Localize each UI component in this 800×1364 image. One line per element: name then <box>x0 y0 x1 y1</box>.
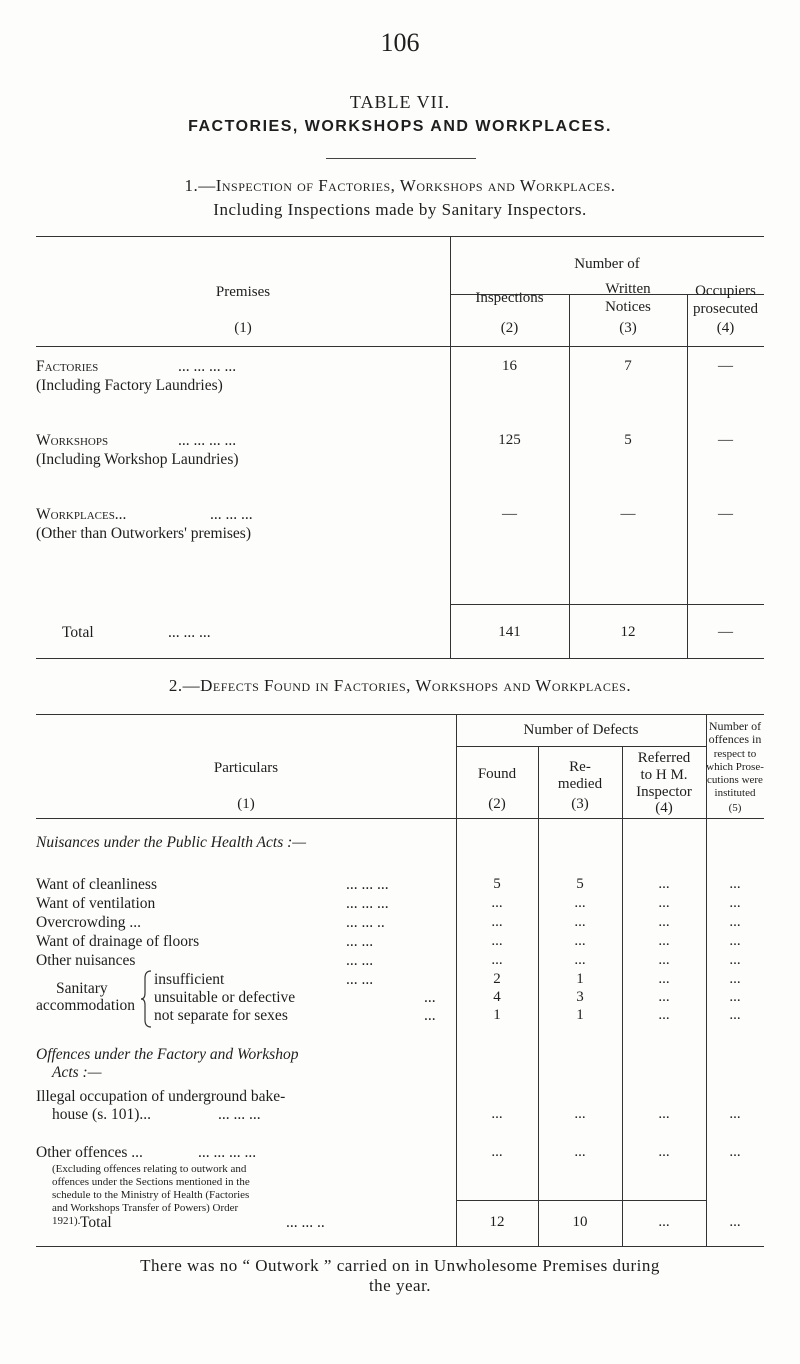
defect-found: ... <box>491 952 503 968</box>
illegal-remedied: ... <box>574 1106 586 1122</box>
defect-offences: ... <box>729 914 741 930</box>
row-factories-label: Factories <box>36 358 99 375</box>
table2-total-dots: ... ... .. <box>286 1214 325 1231</box>
illegal-occupation-label: Illegal occupation of underground bake- <box>36 1088 286 1105</box>
sanitary-remedied: 1 <box>576 971 584 987</box>
total-inspections: 141 <box>498 624 521 640</box>
premises-col-num: (1) <box>234 320 252 336</box>
table1-total-dots: ... ... ... <box>168 624 211 641</box>
table1-group-header: Number of <box>574 256 640 272</box>
occupiers-header-1: Occupiers <box>695 283 756 299</box>
factories-prosecuted: — <box>718 358 733 374</box>
occupiers-header-2: prosecuted <box>693 301 758 317</box>
offences-heading-cont: Acts :— <box>52 1064 102 1081</box>
defect-remedied: 5 <box>576 876 584 892</box>
offences-header-4: which Prose- <box>706 761 764 773</box>
table2-bottom-rule <box>36 1246 764 1247</box>
divider <box>326 158 476 159</box>
table2-top-rule <box>36 714 764 715</box>
referred-header-3: Inspector <box>636 784 692 800</box>
table2-header-rule <box>36 818 764 819</box>
row-factories-dots: ... ... ... ... <box>178 358 237 375</box>
sanitary-row-dots: ... <box>424 1007 436 1024</box>
defects-group-header: Number of Defects <box>523 722 639 738</box>
table2-total-label: Total <box>80 1214 112 1231</box>
referred-col-num: (4) <box>655 800 673 816</box>
defect-offences: ... <box>729 933 741 949</box>
table1-total-label: Total <box>62 624 94 641</box>
illegal-referred: ... <box>658 1106 670 1122</box>
page-number: 106 <box>380 28 420 57</box>
workshops-notices: 5 <box>624 432 632 448</box>
offences-header-1: Number of <box>708 719 762 733</box>
sanitary-label: Sanitary <box>56 980 108 997</box>
remedied-header-1: Re- <box>569 759 591 775</box>
sanitary-offences: ... <box>729 971 741 987</box>
remedied-col-num: (3) <box>571 796 589 812</box>
written-header-1: Written <box>605 281 651 297</box>
offences-header-6: instituted <box>714 787 756 799</box>
defect-remedied: ... <box>574 952 586 968</box>
defect-found: ... <box>491 933 503 949</box>
row-workshops-note: (Including Workshop Laundries) <box>36 451 239 468</box>
offences-header-5: cutions were <box>707 774 763 786</box>
particulars-header: Particulars <box>213 760 279 776</box>
found-header: Found <box>477 766 517 782</box>
sanitary-offences: ... <box>729 989 741 1005</box>
inspections-col-num: (2) <box>500 320 519 336</box>
sanitary-found: 4 <box>493 989 501 1005</box>
workplaces-inspections: — <box>502 506 517 522</box>
table2-total-rule <box>456 1200 706 1201</box>
defect-found: ... <box>491 914 503 930</box>
defect-remedied: ... <box>574 895 586 911</box>
sanitary-row-dots: ... ... <box>346 971 374 988</box>
workshops-prosecuted: — <box>718 432 733 448</box>
defect-row-dots: ... ... .. <box>346 914 385 931</box>
other-offences-label: Other offences ... <box>36 1144 143 1161</box>
row-workplaces-dots: ... ... ... <box>210 506 253 523</box>
defect-referred: ... <box>658 914 670 930</box>
other-offences-dots: ... ... ... ... <box>198 1144 257 1161</box>
table1-top-rule <box>36 236 764 237</box>
defect-referred: ... <box>658 876 670 892</box>
other-referred: ... <box>658 1144 670 1160</box>
remedied-header-2: medied <box>557 776 603 792</box>
accommodation-label: accommodation <box>36 997 135 1014</box>
defect-row-label: Other nuisances <box>36 952 136 969</box>
sanitary-offences: ... <box>729 1007 741 1023</box>
sanitary-found: 2 <box>493 971 501 987</box>
sanitary-referred: ... <box>658 1007 670 1023</box>
sanitary-found: 1 <box>493 1007 501 1023</box>
table2-group-rule <box>456 746 706 747</box>
defect-row-label: Want of cleanliness <box>36 876 157 893</box>
sanitary-row-label: unsuitable or defective <box>154 989 296 1006</box>
defect-referred: ... <box>658 895 670 911</box>
occupiers-col-num: (4) <box>716 320 735 336</box>
particulars-col-num: (1) <box>237 796 255 812</box>
row-workplaces-label: Workplaces... <box>36 506 127 523</box>
other-found: ... <box>491 1144 503 1160</box>
illegal-offences: ... <box>729 1106 741 1122</box>
total-remedied: 10 <box>572 1214 588 1230</box>
sanitary-referred: ... <box>658 989 670 1005</box>
defect-offences: ... <box>729 876 741 892</box>
workshops-inspections: 125 <box>498 432 521 448</box>
other-offences-note: 1921). <box>52 1215 81 1227</box>
other-offences-note: and Workshops Transfer of Powers) Order <box>52 1202 239 1214</box>
row-workplaces-note: (Other than Outworkers' premises) <box>36 525 251 542</box>
defect-row-dots: ... ... <box>346 933 374 950</box>
factories-inspections: 16 <box>502 358 517 374</box>
defect-row-dots: ... ... ... <box>346 876 389 893</box>
factories-notices: 7 <box>624 358 632 374</box>
offences-heading: Offences under the Factory and Workshop <box>36 1046 299 1063</box>
defect-row-dots: ... ... <box>346 952 374 969</box>
referred-header-2: to H M. <box>640 767 688 783</box>
total-prosecuted: — <box>718 624 733 640</box>
sanitary-row-label: not separate for sexes <box>154 1007 288 1024</box>
other-offences: ... <box>729 1144 741 1160</box>
illegal-occupation-dots: ... ... ... <box>218 1106 261 1123</box>
written-col-num: (3) <box>619 320 637 336</box>
written-header-2: Notices <box>605 299 651 315</box>
referred-header-1: Referred <box>637 750 691 766</box>
defect-row-label: Want of ventilation <box>36 895 156 912</box>
brace-icon <box>140 970 152 1028</box>
other-remedied: ... <box>574 1144 586 1160</box>
offences-header-2: offences in <box>708 732 762 746</box>
table-subtitle: FACTORIES, WORKSHOPS AND WORKPLACES. <box>188 118 612 135</box>
table1-total-rule <box>450 604 764 605</box>
workplaces-notices: — <box>620 506 636 522</box>
footer-note-cont: the year. <box>368 1276 432 1295</box>
defect-found: ... <box>491 895 503 911</box>
table-title: TABLE VII. <box>349 92 451 112</box>
footer-note: There was no “ Outwork ” carried on in Unwholesome Premises during <box>140 1256 660 1275</box>
found-col-num: (2) <box>488 796 506 812</box>
defect-remedied: ... <box>574 914 586 930</box>
defect-row-dots: ... ... ... <box>346 895 389 912</box>
total-found: 12 <box>489 1214 505 1230</box>
defect-offences: ... <box>729 895 741 911</box>
illegal-found: ... <box>491 1106 503 1122</box>
defect-found: 5 <box>493 876 501 892</box>
table1-bottom-rule <box>36 658 764 659</box>
defect-referred: ... <box>658 952 670 968</box>
nuisances-heading: Nuisances under the Public Health Acts :— <box>36 834 307 851</box>
defect-referred: ... <box>658 933 670 949</box>
defect-remedied: ... <box>574 933 586 949</box>
premises-header: Premises <box>215 284 271 300</box>
other-offences-note: schedule to the Ministry of Health (Factories <box>52 1189 250 1201</box>
total-notices: 12 <box>620 624 636 640</box>
sanitary-referred: ... <box>658 971 670 987</box>
illegal-occupation-label-cont: house (s. 101)... <box>52 1106 152 1123</box>
defect-row-label: Overcrowding ... <box>36 914 142 931</box>
row-workshops-dots: ... ... ... ... <box>178 432 237 449</box>
total-offences: ... <box>729 1214 741 1230</box>
inspections-header: Inspections <box>475 290 544 306</box>
sanitary-remedied: 1 <box>576 1007 584 1023</box>
table1-header-rule <box>36 346 764 347</box>
defect-row-label: Want of drainage of floors <box>36 933 200 950</box>
sanitary-row-dots: ... <box>424 989 436 1006</box>
sanitary-row-label: insufficient <box>154 971 225 988</box>
workplaces-prosecuted: — <box>718 506 733 522</box>
section1-title: 1.—Inspection of Factories, Workshops and Workplaces. <box>184 176 616 195</box>
section1-subtitle: Including Inspections made by Sanitary Inspectors. <box>213 200 587 219</box>
other-offences-note: (Excluding offences relating to outwork and <box>52 1163 247 1175</box>
defect-offences: ... <box>729 952 741 968</box>
offences-header-3: respect to <box>713 748 757 760</box>
section2-title: 2.—Defects Found in Factories, Workshops and Workplaces. <box>168 676 632 695</box>
offences-col-num: (5) <box>728 802 742 814</box>
row-factories-note: (Including Factory Laundries) <box>36 377 223 394</box>
row-workshops-label: Workshops <box>36 432 109 449</box>
total-referred: ... <box>658 1214 670 1230</box>
other-offences-note: offences under the Sections mentioned in the <box>52 1176 250 1188</box>
sanitary-remedied: 3 <box>576 989 584 1005</box>
